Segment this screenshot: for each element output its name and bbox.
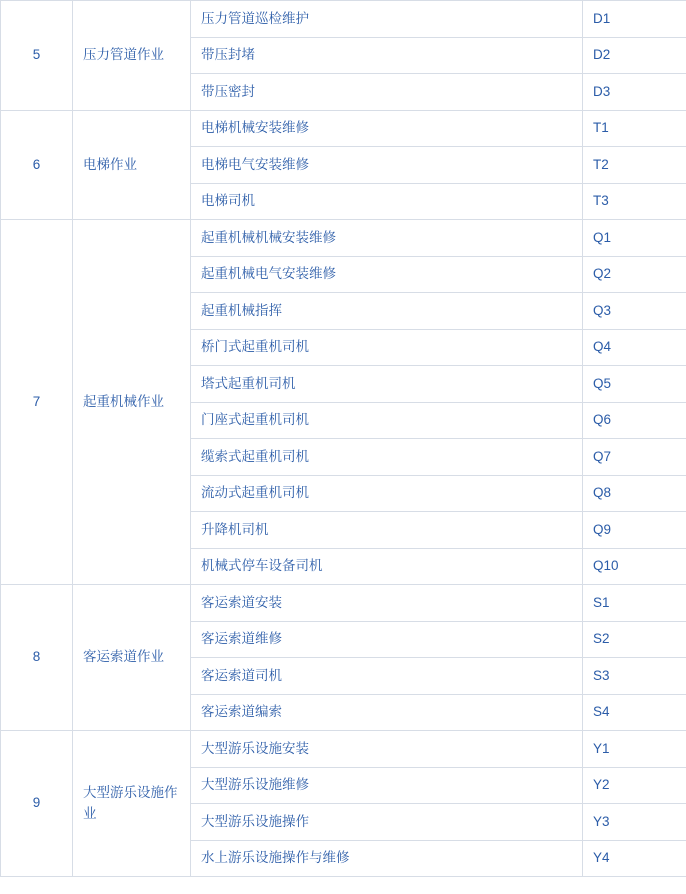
- operation-item-cell: 门座式起重机司机: [191, 402, 583, 439]
- operation-item-cell: 起重机械指挥: [191, 293, 583, 330]
- item-code-cell: Y1: [583, 731, 686, 768]
- item-code-cell: S2: [583, 621, 686, 658]
- operation-item-cell: 大型游乐设施维修: [191, 767, 583, 804]
- item-code-cell: T3: [583, 183, 686, 220]
- item-code-cell: S4: [583, 694, 686, 731]
- item-code-cell: Y4: [583, 840, 686, 877]
- operation-item-cell: 塔式起重机司机: [191, 366, 583, 403]
- item-code-cell: S3: [583, 658, 686, 695]
- operation-item-cell: 客运索道编索: [191, 694, 583, 731]
- row-number-cell: 7: [1, 220, 73, 585]
- item-code-cell: Q7: [583, 439, 686, 476]
- operation-item-cell: 桥门式起重机司机: [191, 329, 583, 366]
- item-code-cell: Q4: [583, 329, 686, 366]
- operation-item-cell: 起重机械电气安装维修: [191, 256, 583, 293]
- item-code-cell: Q9: [583, 512, 686, 549]
- operation-item-cell: 升降机司机: [191, 512, 583, 549]
- item-code-cell: Y3: [583, 804, 686, 841]
- table-row: [1, 220, 686, 257]
- operation-item-cell: 客运索道司机: [191, 658, 583, 695]
- item-code-cell: Q6: [583, 402, 686, 439]
- row-number-cell: 9: [1, 731, 73, 877]
- operation-item-cell: 客运索道安装: [191, 585, 583, 622]
- operation-item-cell: 水上游乐设施操作与维修: [191, 840, 583, 877]
- operation-item-cell: 缆索式起重机司机: [191, 439, 583, 476]
- category-cell: 电梯作业: [73, 110, 191, 220]
- category-cell: 大型游乐设施作业: [73, 731, 191, 877]
- row-number-cell: 6: [1, 110, 73, 220]
- category-cell: 客运索道作业: [73, 585, 191, 731]
- item-code-cell: Q8: [583, 475, 686, 512]
- operation-item-cell: 大型游乐设施操作: [191, 804, 583, 841]
- operation-item-cell: 电梯机械安装维修: [191, 110, 583, 147]
- operation-item-cell: 带压密封: [191, 74, 583, 111]
- operation-item-cell: 机械式停车设备司机: [191, 548, 583, 585]
- operation-item-cell: 带压封堵: [191, 37, 583, 74]
- table-row: [1, 1, 686, 38]
- operation-item-cell: 大型游乐设施安装: [191, 731, 583, 768]
- table-body: [1, 1, 686, 877]
- item-code-cell: Q5: [583, 366, 686, 403]
- item-code-cell: D2: [583, 37, 686, 74]
- item-code-cell: Q10: [583, 548, 686, 585]
- item-code-cell: D1: [583, 1, 686, 38]
- operation-item-cell: 流动式起重机司机: [191, 475, 583, 512]
- item-code-cell: D3: [583, 74, 686, 111]
- item-code-cell: Q1: [583, 220, 686, 257]
- table-row: [1, 110, 686, 147]
- row-number-cell: 8: [1, 585, 73, 731]
- category-cell: 压力管道作业: [73, 1, 191, 111]
- item-code-cell: T1: [583, 110, 686, 147]
- category-cell: 起重机械作业: [73, 220, 191, 585]
- operation-item-cell: 电梯司机: [191, 183, 583, 220]
- item-code-cell: S1: [583, 585, 686, 622]
- operation-item-cell: 客运索道维修: [191, 621, 583, 658]
- operation-item-cell: 起重机械机械安装维修: [191, 220, 583, 257]
- item-code-cell: Y2: [583, 767, 686, 804]
- row-number-cell: 5: [1, 1, 73, 111]
- table-row: [1, 585, 686, 622]
- item-code-cell: Q3: [583, 293, 686, 330]
- table-row: [1, 731, 686, 768]
- operation-item-cell: 电梯电气安装维修: [191, 147, 583, 184]
- item-code-cell: Q2: [583, 256, 686, 293]
- item-code-cell: T2: [583, 147, 686, 184]
- operation-item-cell: 压力管道巡检维护: [191, 1, 583, 38]
